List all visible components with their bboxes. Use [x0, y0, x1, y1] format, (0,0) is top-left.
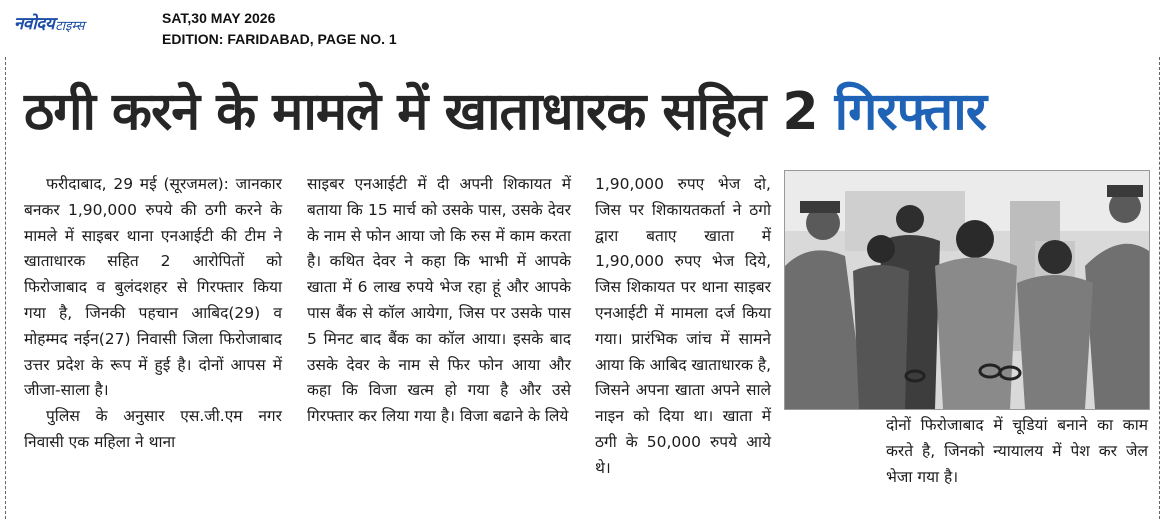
arrest-illustration: [785, 171, 1149, 409]
arrest-photo: [784, 170, 1150, 410]
paragraph-3: साइबर एनआईटी में दी अपनी शिकायत में बताया कि 15 मार्च को उसके पास, उसके देवर के नाम से फोन आया जो कि रुस में काम करता है। कथित देवर ने कहा कि भाभी में आपके खाता में 6 लाख रुपये भेज रहा हूं और आपके पास बैंक से कॉल आयेगा, जिस पर उसके पास 5 मिनट बाद बैंक का कॉल आया। इसके बाद उसके देवर के नाम से फिर फोन आया और कहा कि विजा खत्म हो गया है और उसे गिरफ्तार कर लिया गया है। विजा बढाने के लिये: [307, 175, 571, 426]
article-column-1: [24, 172, 282, 456]
caption-text: दोनों फिरोजाबाद में चूडियां बनाने का काम करते है, जिनको न्यायालय में पेश कर जेल भेजा गया है।: [886, 416, 1148, 486]
headline-main: ठगी करने के मामले में खाताधारक सहित 2: [24, 82, 818, 142]
article-column-3: [595, 172, 771, 482]
edition-page: EDITION: FARIDABAD, PAGE NO. 1: [162, 31, 397, 47]
logo-sub-text: टाइम्स: [55, 19, 85, 34]
page-header: [0, 0, 1163, 56]
paragraph-2: पुलिस के अनुसार एस.जी.एम नगर निवासी एक महिला ने थाना: [24, 407, 282, 451]
logo-main-text: नवोदय: [14, 14, 55, 34]
headline-accent: गिरफ्तार: [834, 82, 987, 142]
article-headline: [24, 80, 986, 144]
photo-caption: [886, 413, 1148, 490]
edition-date: SAT,30 MAY 2026: [162, 10, 276, 26]
paragraph-4: 1,90,000 रुपए भेज दो, जिस पर शिकायतकर्ता ने ठगो द्वारा बताए खाता में 1,90,000 रुपए भेज दिये, जिस शिकायत पर थाना साइबर एनआईटी में मामला दर्ज किया गया। प्रारंभिक जांच में सामने आया कि आबिद खाताधारक है, जिसने अपना खाता अपने साले नाइन को दिया था। खाता में ठगी के 50,000 रुपये आये थे।: [595, 175, 771, 477]
newspaper-logo: [14, 10, 85, 34]
article-column-2: [307, 172, 571, 430]
edition-info: [162, 8, 397, 50]
paragraph-1: फरीदाबाद, 29 मई (सूरजमल): जानकार बनकर 1,90,000 रुपये की ठगी करने के मामले में साइबर थाना एनआईटी की टीम ने खाताधारक सहित 2 आरोपितों को फिरोजाबाद व बुलंदशहर से गिरफ्तार किया गया है, जिनकी पहचान आबिद(29) व मोहम्मद नईन(27) निवासी जिला फिरोजाबाद उत्तर प्रदेश के रूप में हुई है। दोनों आपस में जीजा-साला है।: [24, 175, 282, 400]
